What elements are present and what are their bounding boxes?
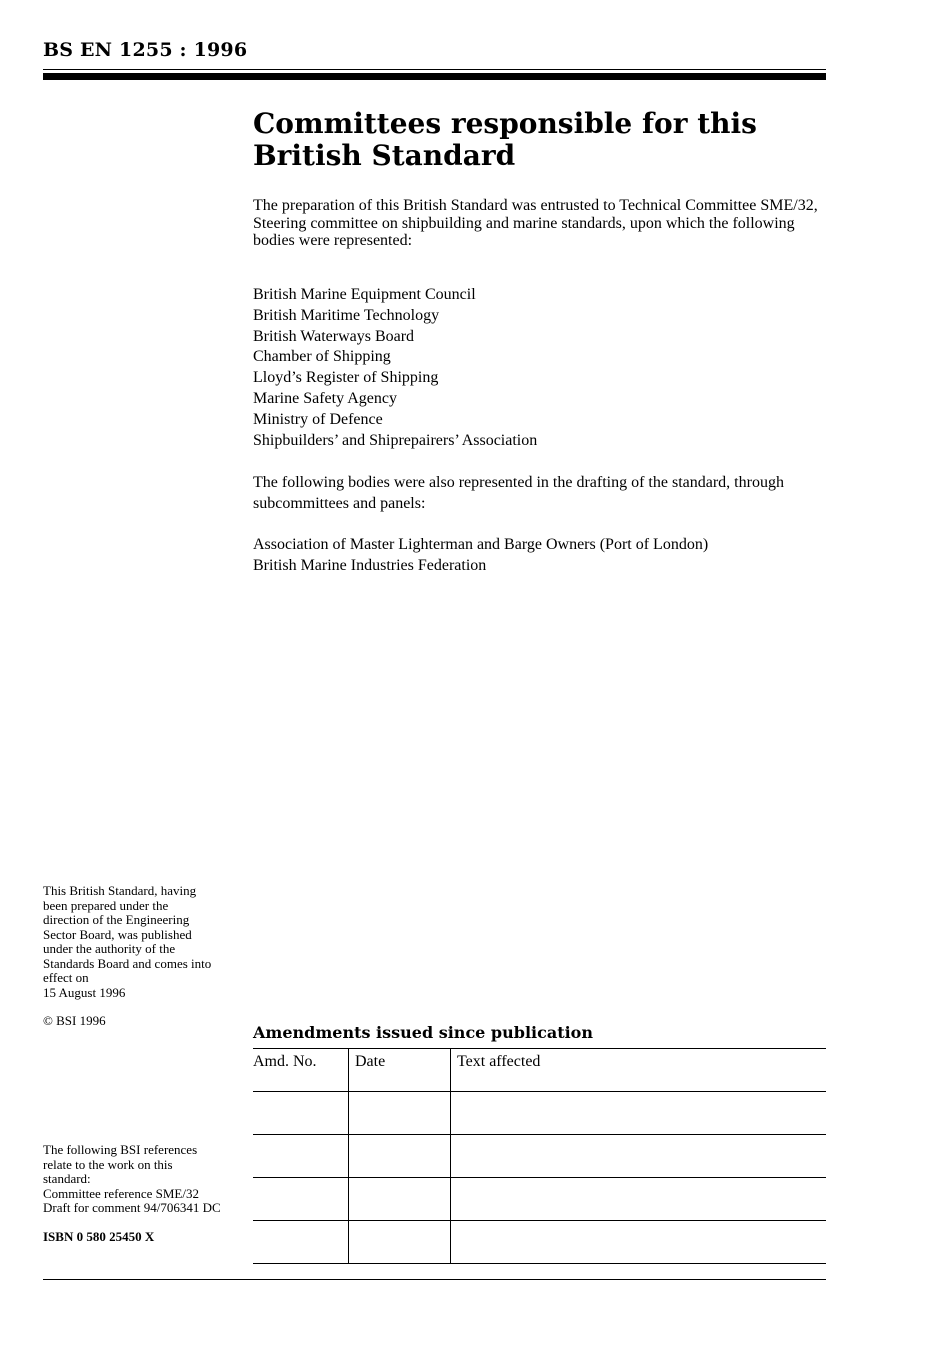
list-item: Lloyd’s Register of Shipping — [253, 369, 439, 387]
list-item: Chamber of Shipping — [253, 348, 391, 366]
list-item: Association of Master Lighterman and Barge Owners (Port of London) — [253, 536, 709, 553]
authority-line: under the authority of the — [43, 941, 176, 956]
table-row — [253, 1092, 826, 1135]
table-cell — [253, 1092, 349, 1135]
header-rule-thin — [43, 69, 826, 70]
list-item: British Waterways Board — [253, 327, 415, 345]
authority-line: effect on — [43, 970, 89, 985]
footer-rule — [43, 1279, 826, 1280]
authority-line: been prepared under the — [43, 897, 169, 913]
column-header-amd-no: Amd. No. — [253, 1049, 349, 1092]
intro-paragraph: The preparation of this British Standard was entrusted to Technical Committee SME/32, Steering committee on shipbuilding and marine standards, upon which the following bodies were represented: — [253, 197, 818, 249]
list-item: Marine Safety Agency — [253, 389, 397, 407]
table-row — [253, 1221, 826, 1264]
reference-line: The following BSI references — [43, 1142, 198, 1157]
table-cell — [451, 1178, 827, 1221]
table-cell — [253, 1221, 349, 1264]
table-row — [253, 1135, 826, 1178]
represented-bodies-list — [253, 285, 828, 451]
authority-line: Sector Board, was published — [43, 926, 192, 942]
amendments-table — [253, 1048, 826, 1264]
title-line-2: British Standard — [253, 139, 516, 172]
amendments-title: Amendments issued since publication — [253, 1023, 593, 1042]
table-cell — [349, 1092, 451, 1135]
bsi-references-note — [43, 1143, 243, 1216]
publication-authority-note — [43, 884, 238, 1000]
page-title — [253, 108, 813, 172]
authority-line: This British Standard, having — [43, 883, 197, 898]
table-row — [253, 1178, 826, 1221]
table-cell — [253, 1135, 349, 1178]
table-cell — [451, 1092, 827, 1135]
standard-code: BS EN 1255 : 1996 — [43, 39, 248, 61]
draft-reference: Draft for comment 94/706341 DC — [43, 1200, 221, 1215]
effective-date: 15 August 1996 — [43, 984, 126, 1000]
isbn: ISBN 0 580 25450 X — [43, 1229, 155, 1244]
list-item: Ministry of Defence — [253, 410, 383, 428]
list-item: Shipbuilders’ and Shiprepairers’ Association — [253, 431, 538, 449]
table-cell — [451, 1135, 827, 1178]
also-represented-paragraph: The following bodies were also represented in the drafting of the standard, through subcommittees and panels: — [253, 474, 784, 512]
column-header-date: Date — [349, 1049, 451, 1092]
list-item: British Marine Equipment Council — [253, 286, 476, 303]
reference-line: relate to the work on this — [43, 1156, 173, 1172]
table-cell — [451, 1221, 827, 1264]
authority-line: Standards Board and comes into — [43, 955, 212, 971]
authority-line: direction of the Engineering — [43, 912, 190, 927]
title-line-1: Committees responsible for this — [253, 107, 757, 140]
table-cell — [349, 1221, 451, 1264]
list-item: British Marine Industries Federation — [253, 557, 487, 574]
reference-line: standard: — [43, 1171, 91, 1186]
header-rule-thick — [43, 73, 826, 80]
column-header-text-affected: Text affected — [451, 1049, 827, 1092]
table-cell — [253, 1178, 349, 1221]
table-cell — [349, 1135, 451, 1178]
committee-reference: Committee reference SME/32 — [43, 1185, 199, 1201]
table-header-row — [253, 1049, 826, 1092]
copyright-notice: © BSI 1996 — [43, 1013, 106, 1028]
subcommittee-bodies-list — [253, 534, 828, 576]
table-cell — [349, 1178, 451, 1221]
list-item: British Maritime Technology — [253, 306, 440, 324]
